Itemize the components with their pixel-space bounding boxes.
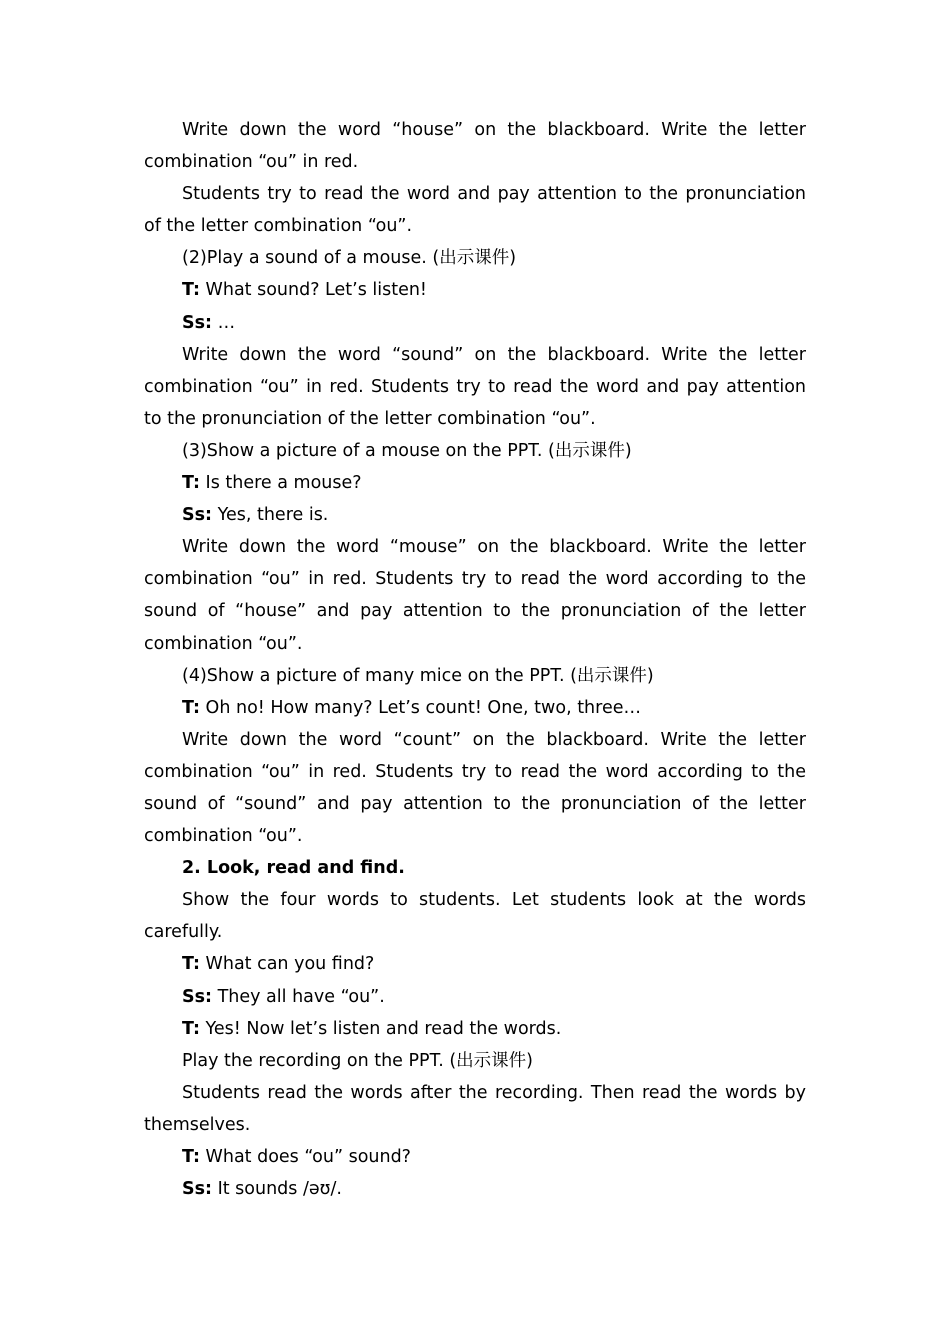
dialogue-line xyxy=(144,948,806,980)
paragraph-text: (3)Show a picture of a mouse on the PPT. (出示课件) xyxy=(182,440,632,461)
speaker-label: Ss: xyxy=(182,986,213,1007)
paragraph xyxy=(144,339,806,435)
speaker-label: T: xyxy=(182,280,200,301)
dialogue-line xyxy=(144,499,806,531)
heading-text: 2. Look, read and find. xyxy=(182,858,405,879)
paragraph xyxy=(144,178,806,242)
paragraph-text: Write down the word “sound” on the blackboard. Write the letter combination “ou” in red. Students try to read the word and pay attention to the pronunciation of the letter combination “ou”. xyxy=(144,344,806,429)
dialogue-line xyxy=(144,1013,806,1045)
paragraph-text: Yes! Now let’s listen and read the words. xyxy=(199,1018,562,1039)
paragraph xyxy=(144,884,806,948)
paragraph xyxy=(144,242,806,274)
paragraph-text: (4)Show a picture of many mice on the PPT. (出示课件) xyxy=(182,665,654,686)
dialogue-line xyxy=(144,981,806,1013)
speaker-label: Ss: xyxy=(182,505,213,526)
paragraph-text: What can you find? xyxy=(199,954,375,975)
dialogue-line xyxy=(144,307,806,339)
paragraph-text: Play the recording on the PPT. (出示课件) xyxy=(182,1050,534,1071)
paragraph xyxy=(144,435,806,467)
paragraph xyxy=(144,114,806,178)
paragraph-text: Write down the word “count” on the blackboard. Write the letter combination “ou” in red. Students try to read the word according to the sound of “sound” and pay attention to the pronunciation of the letter combination “ou”. xyxy=(144,729,806,847)
speaker-label: T: xyxy=(182,697,200,718)
paragraph-text: Students try to read the word and pay attention to the pronunciation of the letter combination “ou”. xyxy=(144,184,806,237)
speaker-label: Ss: xyxy=(182,1179,213,1200)
paragraph-text: Write down the word “mouse” on the blackboard. Write the letter combination “ou” in red. Students try to read the word according to the sound of “house” and pay attention to the pronunciation of the letter combination “ou”. xyxy=(144,537,806,654)
dialogue-line xyxy=(144,1173,806,1205)
paragraph xyxy=(144,724,806,852)
paragraph-text: Students read the words after the recording. Then read the words by themselves. xyxy=(144,1082,806,1135)
speaker-label: T: xyxy=(182,1018,200,1039)
paragraph-text: They all have “ou”. xyxy=(212,986,385,1007)
paragraph-text: (2)Play a sound of a mouse. (出示课件) xyxy=(182,248,517,269)
paragraph-text: What does “ou” sound? xyxy=(199,1147,411,1167)
dialogue-line xyxy=(144,274,806,306)
paragraph xyxy=(144,660,806,692)
paragraph xyxy=(144,531,806,659)
paragraph-text: What sound? Let’s listen! xyxy=(199,280,427,301)
paragraph xyxy=(144,1045,806,1077)
speaker-label: T: xyxy=(182,1147,200,1167)
paragraph-text: Show the four words to students. Let students look at the words carefully. xyxy=(144,890,806,943)
paragraph-text: Oh no! How many? Let’s count! One, two, three… xyxy=(199,697,641,718)
speaker-label: T: xyxy=(182,473,200,494)
paragraph xyxy=(144,1077,806,1141)
paragraph-text: Write down the word “house” on the blackboard. Write the letter combination “ou” in red. xyxy=(144,120,806,173)
dialogue-line xyxy=(144,1141,806,1173)
section-heading xyxy=(144,852,806,884)
paragraph-text: Yes, there is. xyxy=(212,505,329,526)
paragraph-text: Is there a mouse? xyxy=(199,473,362,494)
document-body xyxy=(144,114,806,1205)
dialogue-line xyxy=(144,692,806,724)
dialogue-line xyxy=(144,467,806,499)
speaker-label: Ss: xyxy=(182,312,213,333)
paragraph-text: … xyxy=(212,312,236,333)
speaker-label: T: xyxy=(182,954,200,975)
paragraph-text: It sounds /əʊ/. xyxy=(212,1179,342,1200)
